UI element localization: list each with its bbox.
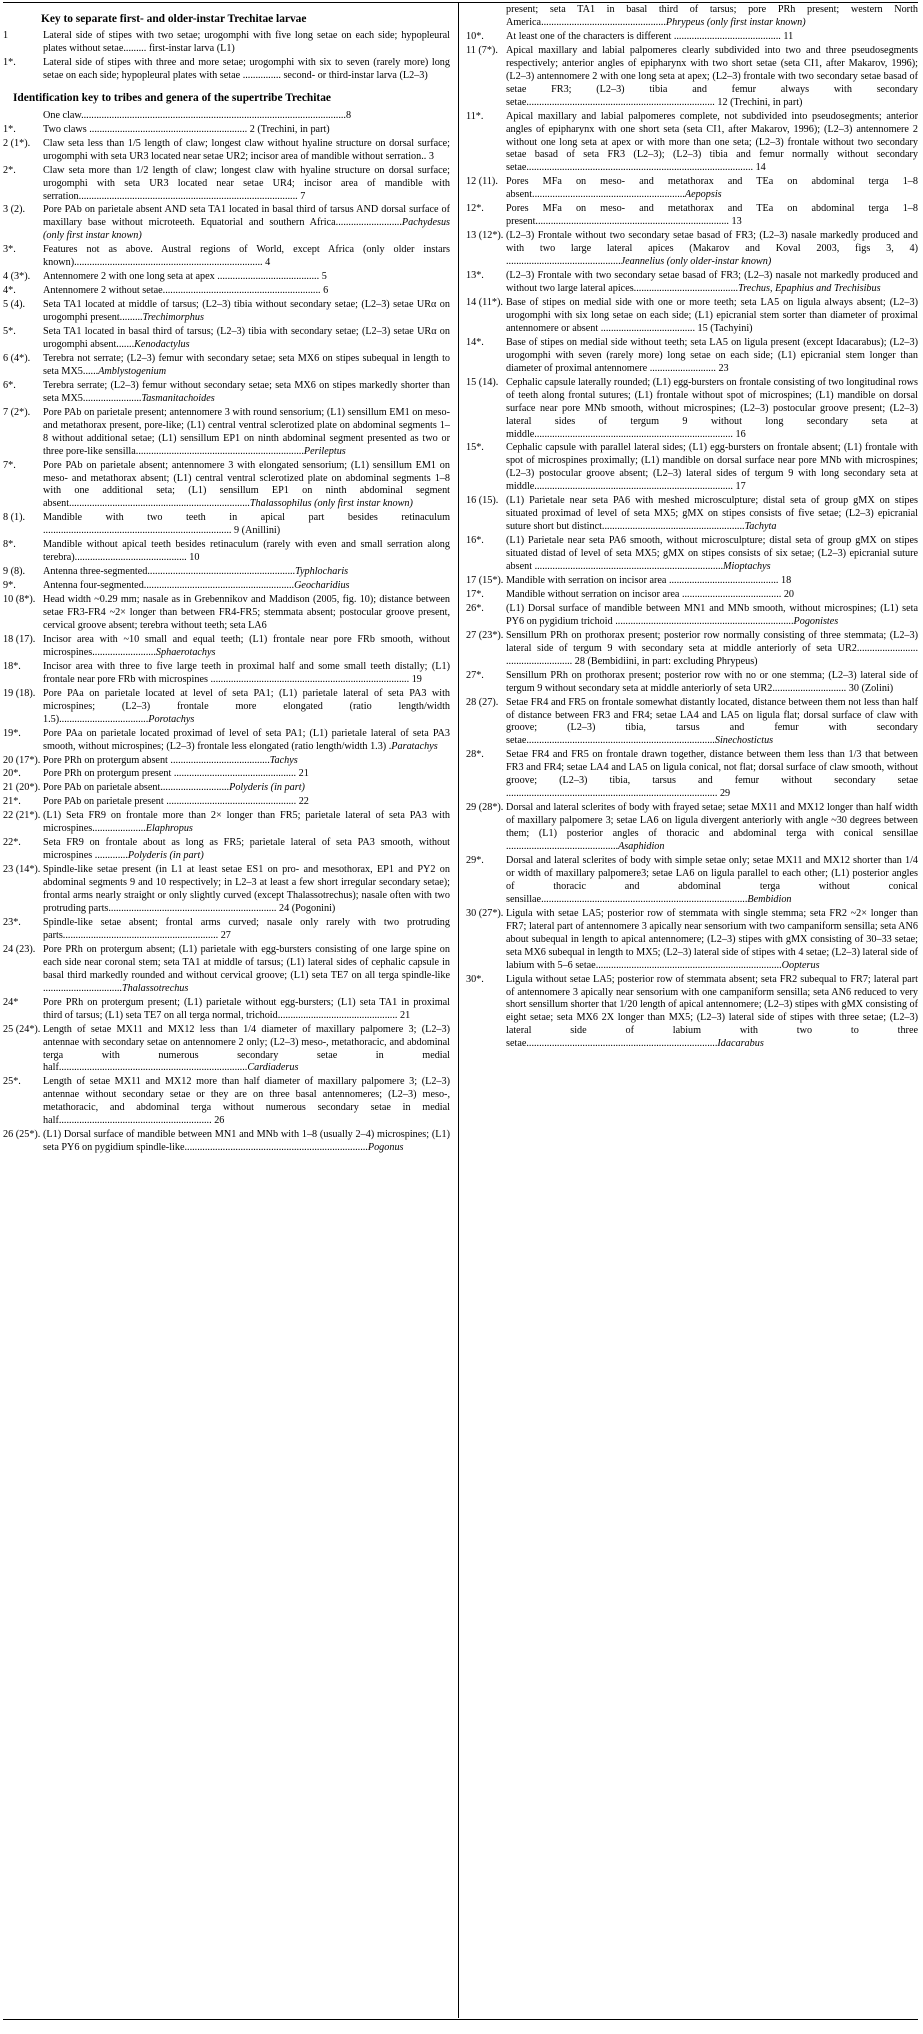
key-couplet [3, 244, 450, 270]
key-couplet [466, 749, 918, 801]
key-couplet [466, 377, 918, 442]
couplet-text-block [43, 782, 450, 795]
couplet-text-block [43, 299, 450, 325]
key1-heading: Key to separate first- and older-instar Trechitae larvae [41, 13, 307, 25]
couplet-number: 10*. [466, 30, 484, 42]
couplet-text: Sensillum PRh on prothorax present; posterior row with no or one stemma; (L2–3) lateral side of tergum 9 without secondary seta at middle anteriorly of seta UR2............................. 30 (Zolini) [506, 669, 918, 694]
couplet-text: Dorsal and lateral sclerites of body with frayed setae; setae MX11 and MX12 longer than half width of maxillary palpomere 3; setae LA6 on ligula divergent anteriorly with angle ~30 degrees between them; (L1) posterior angles of thoracic and abdominal terga with conical sensillae ............................................ [506, 802, 918, 853]
key-couplet [3, 1024, 450, 1076]
bottom-rule [3, 2019, 918, 2020]
taxon-result: Tachyta [744, 521, 777, 533]
couplet-number: 1*. [3, 57, 16, 69]
couplet-text-block [506, 974, 918, 1052]
couplet-text: Pore PAb on parietale present ................................................... 22 [43, 796, 309, 808]
couplet-text: (L2–3) Frontale without two secondary setae basad of FR3; (L2–3) nasale markedly produced and with two large lateral apices (Makarov and Koval 2003, figs 3, 4) ............................................. [506, 230, 918, 268]
key-couplet [466, 442, 918, 494]
couplet-text: Lateral side of stipes with three and more setae; urogomphi with six to seven (rarely more) long setae on each side; hypopleural plates with setae ............... second- or third-instar larva (L2–3) [43, 57, 450, 82]
couplet-text-block [506, 855, 918, 907]
couplet-text-block [43, 271, 450, 284]
couplet-number: 17*. [466, 588, 484, 600]
key-couplet [3, 460, 450, 512]
taxon-result: Perileptus [303, 445, 346, 457]
couplet-number: 1*. [3, 123, 16, 135]
key-couplet [3, 728, 450, 754]
couplet-text: Pore PAb on parietale absent AND seta TA1 located in basal third of tarsus AND dorsal surface of maxillary base without microteeth. Equatorial and southern Africa.......................... [43, 204, 450, 229]
key-couplet [3, 1129, 450, 1155]
key-couplet [466, 495, 918, 534]
couplet-text-block [43, 566, 450, 579]
couplet-number: 30*. [466, 973, 484, 985]
couplet-number: 28*. [466, 749, 484, 761]
couplet-text-block [43, 810, 450, 836]
taxon-result: Pogonistes [793, 615, 839, 627]
key-couplet [466, 908, 918, 973]
taxon-result: Trechus, Epaphius and Trechisibus [738, 283, 881, 295]
taxon-result: Kenodactylus [134, 338, 190, 350]
key-couplet [3, 204, 450, 243]
couplet-text: Head width ~0.29 mm; nasale as in Grebennikov and Maddison (2005, fig. 10); distance between setae FR3-FR4 ~2× longer than between FR4-FR5; stemmata absent; postocular groove present, cervical groove absent; terebra without teeth; seta LA6 [43, 594, 450, 631]
couplet-text-block [43, 244, 450, 270]
couplet-number: 18 (17). [3, 633, 36, 645]
key-couplet [3, 661, 450, 687]
couplet-number: 14 (11*). [466, 296, 503, 308]
couplet-text: Seta TA1 located at middle of tarsus; (L2–3) tibia without secondary setae; (L2–3) setae URα on urogomphi present......... [43, 299, 450, 324]
couplet-text-block [506, 176, 918, 202]
couplet-number: 7*. [3, 459, 16, 471]
key-couplet [3, 271, 450, 284]
couplet-number: 3*. [3, 244, 16, 256]
couplet-text: Apical maxillary and labial palpomeres clearly subdivided into two and three pseudosegments respectively; anterior angles of epipharynx with two short setae (seta CI1, after Makarov, 1996); (L2–3) antennomere 2 with one long seta at apex; (L2–3) frontale with two secondary setae basad of setae FR3; (L2–3) tibia and femur always with secondary setae.......................................................................... 12 (Trechini, in part) [506, 44, 918, 108]
couplet-text: (L1) Parietale near seta PA6 smooth, without microsculpture; distal seta of group gMX on stipes situated distad of level of seta MX5; gMX on stipes consists of six setae; (L2–3) epicranial suture absent .......................................................................... [506, 535, 918, 573]
key-couplet [466, 270, 918, 296]
key-couplet [466, 337, 918, 376]
taxon-result: Tasmanitachoides [141, 392, 215, 404]
couplet-text: Pore PAb on parietale absent........................... [43, 782, 230, 794]
couplet-text-block [506, 203, 918, 229]
couplet-text-block [506, 670, 918, 696]
key-couplet [466, 589, 918, 602]
couplet-number: 2*. [3, 164, 16, 176]
couplet-text: One claw........................................................................................................8 [43, 109, 352, 121]
couplet-number: 5 (4). [3, 299, 26, 311]
couplet-text-block [43, 864, 450, 916]
key-couplet [3, 580, 450, 593]
couplet-text: Pore PAa on parietale located at level of seta PA1; (L1) parietale lateral of seta PA3 with microspines; (L2–3) frontale more elongated (ratio length/width 1.5)................................... [43, 687, 450, 725]
couplet-text-block [43, 917, 450, 943]
couplet-text: Cephalic capsule with parallel lateral sides; (L1) egg-bursters on frontale absent; (L1) frontale with spot of microspines proximally; (L1) mandible on dorsal surface near pore MNb with microspines; (L2–3) postocular groove absent; (L2–3) lateral sides of tergum 9 with long secondary seta at middle.............................................................................. 17 [506, 442, 918, 493]
key-couplet [3, 512, 450, 538]
couplet-text-block [506, 589, 918, 602]
taxon-result: Asaphidion [618, 841, 665, 853]
key-couplet [3, 810, 450, 836]
couplet-number: 22*. [3, 837, 21, 849]
key-couplet [3, 407, 450, 459]
taxon-result: Amblystogenium [98, 365, 167, 377]
key-couplet [466, 670, 918, 696]
couplet-text-block [43, 353, 450, 379]
couplet-text: Pores MFa on meso- and metathorax and TEa on abdominal terga 1–8 present............................................................................ 13 [506, 203, 918, 228]
couplet-text-block [506, 270, 918, 296]
couplet-text-block [43, 634, 450, 660]
key-couplet [466, 535, 918, 574]
couplet-number: 22 (21*). [3, 810, 41, 822]
couplet-text-block [43, 326, 450, 352]
couplet-text-block [43, 57, 450, 83]
couplet-number: 15 (14). [466, 376, 499, 388]
couplet-number: 27*. [466, 669, 484, 681]
couplet-text: Length of setae MX11 and MX12 less than 1/4 diameter of maxillary palpomere 3; (L2–3) antennae with secondary setae on antennomere 2 only; (L2–3) meso-, metathoracic, and abdominal terga with numerous secondary setae in medial half.......................................................................... [43, 1023, 450, 1074]
couplet-text: Base of stipes on medial side with one or more teeth; seta LA5 on ligula always absent; (L2–3) urogomphi with six long setae on each side; (L1) epicranial stem sorter than diameter of proximal antennomere or absent ..................................... 15 (Tachyini) [506, 296, 918, 334]
couplet-number: 9*. [3, 580, 16, 592]
couplet-text-block [43, 796, 450, 809]
key-couplet [3, 917, 450, 943]
couplet-text: Incisor area with three to five large teeth in proximal half and some small teeth distally; (L1) frontale near pore FRb with microspines .............................................................................. 19 [43, 660, 450, 685]
couplet-number: 19*. [3, 727, 21, 739]
key-couplet [3, 997, 450, 1023]
couplet-number: 26*. [466, 602, 484, 614]
key-couplet [3, 864, 450, 916]
couplet-text-block [506, 4, 918, 30]
taxon-result: Oopterus [781, 959, 820, 971]
couplet-text-block [43, 380, 450, 406]
couplet-number: 16*. [466, 535, 484, 547]
column-divider [458, 2, 459, 2018]
couplet-number: 6 (4*). [3, 352, 31, 364]
couplet-text-block [43, 110, 450, 123]
couplet-text: Spindle-like setae absent; frontal arms curved; nasale only rarely with two protruding parts............................................................. 27 [43, 916, 450, 941]
couplet-text-block [506, 603, 918, 629]
couplet-text: Terebra not serrate; (L2–3) femur with secondary setae; seta MX6 on stipes subequal in length to seta MX5...... [43, 352, 450, 377]
couplet-text: Pores MFa on meso- and metathorax and TEa on abdominal terga 1–8 absent............................................................ [506, 176, 918, 201]
couplet-text-block [43, 539, 450, 565]
taxon-result: Elaphropus [145, 823, 193, 835]
couplet-number: 29*. [466, 855, 484, 866]
key-couplet [466, 45, 918, 110]
key-couplet [3, 566, 450, 579]
couplet-text: Mandible with two teeth in apical part besides retinaculum .......................................................................... 9 (Anillini) [43, 512, 450, 537]
key-couplet [466, 802, 918, 854]
key-couplet [3, 594, 450, 633]
couplet-number: 18*. [3, 660, 21, 672]
couplet-text: Pore PRh on protergum absent; (L1) parietale with egg-bursters consisting of one large spine on each side near coronal stem; seta TA1 at middle of tarsus; (L1) lateral sides of cephalic capsule in basal third markedly rounded and without cervical groove; (L1) seta TE7 on all terga spindle-like ............................... [43, 943, 450, 994]
couplet-text: Antenna four-segmented........................................................... [43, 580, 295, 592]
couplet-text-block [43, 1024, 450, 1076]
couplet-number: 23*. [3, 916, 21, 928]
couplet-text-block [43, 594, 450, 633]
key-couplet [3, 30, 450, 56]
couplet-text-block [43, 944, 450, 996]
key-couplet [3, 165, 450, 204]
couplet-text-block [43, 661, 450, 687]
key-couplet [466, 203, 918, 229]
couplet-number: 15*. [466, 442, 484, 454]
key-couplet [3, 539, 450, 565]
couplet-number: 6*. [3, 379, 16, 391]
key2-heading: Identification key to tribes and genera of the supertribe Trechitae [13, 92, 331, 105]
couplet-number: 1 [3, 30, 9, 42]
key-couplet [3, 1076, 450, 1128]
couplet-text-block [506, 697, 918, 749]
couplet-text: Setae FR4 and FR5 on frontale drawn together, distance between them less than 1/3 that between FR3 and FR4; setae LA4 and LA5 on ligula conical, not flat; dorsal surface of claw smooth, without groove; (L2–3) tibia, tarsus and femur without secondary setae ................................................................................... 29 [506, 749, 918, 800]
taxon-result: Geocharidius [294, 580, 350, 592]
key-couplet [3, 353, 450, 379]
couplet-text-block [506, 495, 918, 534]
couplet-text: At least one of the characters is different .......................................... 11 [506, 30, 794, 42]
couplet-number: 8 (1). [3, 512, 26, 524]
couplet-number: 14*. [466, 336, 484, 348]
couplet-text-block [43, 755, 450, 768]
couplet-text: Setae FR4 and FR5 on frontale somewhat distantly located, distance between them not less than half of distance between FR3 and FR4; setae LA4 and LA5 on ligula flat; dorsal surface of claw with groove; (L2–3) tibia, tarsus and femur with secondary setae.......................................................................... [506, 696, 918, 747]
couplet-text-block [43, 204, 450, 243]
couplet-text: Mandible without serration on incisor area ....................................... 20 [506, 588, 795, 600]
couplet-text: Antennomere 2 without setae.............................................................. 6 [43, 285, 329, 297]
couplet-number: 21*. [3, 796, 21, 808]
key-couplet [3, 837, 450, 863]
taxon-result: Jeannelius (only older-instar known) [620, 256, 772, 268]
couplet-number: 29 (28*). [466, 802, 504, 814]
taxon-result: Porotachys [148, 713, 195, 725]
couplet-text: Ligula without setae LA5; posterior row of stemmata absent; seta FR2 subequal to FR7; lateral part of antennomere 3 apically near sensorium with one campaniform sensilla; seta AN6 reduced to very short sensillum shorter that 1/20 length of apical antennomere; (L2–3) stipes with gMX consisting of eight setae; seta MX6 2X longer than MX5; (L2–3) lateral side of stipes with three setae; (L2–3) lateral side of labium with two to three setae........................................................................... [506, 973, 918, 1050]
taxon-result: Typhlocharis [295, 566, 349, 578]
couplet-text: Seta TA1 located in basal third of tarsus; (L2–3) tibia with secondary setae; (L2–3) setae URα on urogomphi absent....... [43, 326, 450, 350]
couplet-number: 9 (8). [3, 566, 26, 578]
couplet-text: Sensillum PRh on prothorax present; posterior row normally consisting of three stemmata; (L2–3) lateral side of tergum 9 with secondary seta at middle anteriorly of seta UR2........................ .......................... 28 (Bembidiini, in part: excluding Phrypeus) [506, 629, 918, 667]
couplet-text-block [506, 45, 918, 110]
couplet-number: 21 (20*). [3, 782, 41, 794]
taxon-result: Sinechostictus [714, 735, 774, 747]
taxon-result: Sphaerotachys [155, 646, 216, 658]
couplet-text: Features not as above. Austral regions of World, except Africa (only older instars known).......................................................................... 4 [43, 244, 450, 269]
couplet-text-block [43, 512, 450, 538]
couplet-text: Mandible with serration on incisor area ........................................... 18 [506, 574, 792, 586]
couplet-text-block [43, 728, 450, 754]
couplet-text: Antennomere 2 with one long seta at apex ........................................ 5 [43, 271, 327, 283]
couplet-number: 24 (23). [3, 943, 36, 955]
couplet-text-block [506, 442, 918, 494]
couplet-number: 17 (15*). [466, 574, 504, 586]
key-couplet [3, 110, 450, 123]
taxon-result: Tachys [269, 754, 298, 766]
couplet-text: Ligula with setae LA5; posterior row of stemmata with single stemma; seta FR2 ~2× longer than FR7; lateral part of antennomere 3 apically near sensorium with two campaniform sensilla; seta AN6 about subequal in length to apical antennomere; (L2–3) stipes with gMX consisting of 30–33 setae; seta MX6 subequal in length to MX5; (L2–3) lateral side of stipes with 4 setae; (L2–3) lateral side of labium with 5–6 setae......................................................................... [506, 907, 918, 971]
couplet-text-block [43, 1076, 450, 1128]
taxon-result: Thalassophilus (only first instar known) [249, 498, 413, 510]
taxon-result: Idacarabus [717, 1038, 764, 1050]
taxon-result: Polyderis (in part) [229, 782, 305, 794]
couplet-text-block [43, 165, 450, 204]
key-couplet [466, 31, 918, 44]
couplet-number: 19 (18). [3, 687, 36, 699]
couplet-text: Apical maxillary and labial palpomeres complete, not subdivided into pseudosegments; anterior angles of epipharynx with one short seta (seta CI1, after Makarov, 1996); (L2–3) antennomere 2 without one long seta at apex or with more than one seta; (L2–3) frontale without two secondary setae basad of seta FR3 (L2–3); (L2–3) tibia and femur normally without secondary setae......................................................................................... 14 [506, 110, 918, 174]
key-couplet [466, 230, 918, 269]
taxon-result: Paratachys [391, 740, 438, 752]
couplet-text-block [43, 688, 450, 727]
left-column [3, 12, 450, 1156]
couplet-text: Pore PAb on parietale absent; antennomere 3 with elongated sensorium; (L1) sensillum EM1 on meso- and metathorax absent; (L1) central ventral sclerotized plate on abdominal segments 1–8 with one additional seta; (L1) sensillum EP1 on ninth abdominal segment absent....................................................................... [43, 459, 450, 510]
couplet-text-block [43, 1129, 450, 1155]
couplet-text-block [506, 802, 918, 854]
taxon-result: Phrypeus (only first instar known) [665, 16, 806, 28]
couplet-number: 4*. [3, 285, 16, 297]
taxon-result: Pachydesus (only first instar known) [43, 217, 450, 242]
couplet-number: 11*. [466, 110, 484, 122]
couplet-number: 12 (11). [466, 176, 498, 188]
couplet-text-block [506, 111, 918, 176]
key-couplet [466, 855, 918, 907]
key-couplet [466, 630, 918, 669]
couplet-text-block [506, 337, 918, 376]
key-couplet [3, 57, 450, 83]
couplet-text-block [506, 377, 918, 442]
couplet-text-block [43, 138, 450, 164]
couplet-text: Cephalic capsule laterally rounded; (L1) egg-bursters on frontale consisting of two longitudinal rows of teeth along frontal sutures; (L1) frontale without spot of microspines; (L1) mandible on dorsal surface near pore MNb smooth, without microspines; (L2–3) postocular groove present; (L2–3) lateral sides of tergum 9 without long secondary seta at middle.............................................................................. 16 [506, 376, 918, 440]
couplet-number: 25 (24*). [3, 1023, 41, 1035]
key-couplet [466, 4, 918, 30]
couplet-text: Pore PAb on parietale present; antennomere 3 with round sensorium; (L1) sensillum EM1 on meso- and metathorax present, pore-like; (L1) central ventral sclerotized plate on abdominal segments 1–8 without additional setae; (L1) sensillum EP1 on ninth abdominal segment presented as two or three pore-like sensilla.................................................................. [43, 406, 450, 457]
couplet-text: Length of setae MX11 and MX12 more than half diameter of maxillary palpomere 3; (L2–3) antennae without secondary setae or they are on three basal antennomeres; (L2–3) meso-, metathoracic, and abdominal terga without numerous secondary setae in medial half............................................................ 26 [43, 1076, 450, 1127]
couplet-text: Pore PAa on parietale located proximad of level of seta PA1; (L1) parietale lateral of seta PA3 smooth, without microspines; (L2–3) frontale less elongated (ratio length/width 1.3) . [43, 727, 450, 752]
couplet-number: 16 (15). [466, 495, 499, 507]
couplet-text: present; seta TA1 in basal third of tarsus; pore PRh present; western North America................................................. [506, 4, 918, 28]
couplet-text: (L1) Dorsal surface of mandible between MN1 and MNb with 1–8 (usually 2–4) microspines; (L1) seta PY6 on pygidium spindle-like........................................................................ [43, 1129, 450, 1154]
taxon-result: Pogonus [367, 1142, 404, 1154]
couplet-text-block [506, 908, 918, 973]
key-couplet [3, 124, 450, 137]
couplet-text-block [506, 630, 918, 669]
couplet-text: Incisor area with ~10 small and equal teeth; (L1) frontale near pore FRb smooth, without microspines......................... [43, 633, 450, 658]
key-couplet [466, 111, 918, 176]
couplet-number: 27 (23*). [466, 629, 504, 641]
couplet-text: Pore PRh on protergum absent ....................................... [43, 754, 270, 766]
key-couplet [3, 755, 450, 768]
couplet-text: (L2–3) Frontale with two secondary setae basad of FR3; (L2–3) nasale not markedly produced and without two large lateral apices......................................... [506, 270, 918, 295]
couplet-number: 7 (2*). [3, 406, 31, 418]
couplet-text: Antenna three-segmented.......................................................... [43, 566, 296, 578]
couplet-text-block [43, 285, 450, 298]
couplet-number: 30 (27*). [466, 907, 504, 919]
couplet-text-block [43, 30, 450, 56]
key-couplet [3, 299, 450, 325]
couplet-number: 26 (25*). [3, 1129, 41, 1141]
taxon-result: Bembidion [747, 893, 792, 905]
couplet-text: Claw seta less than 1/5 length of claw; longest claw without hyaline structure on dorsal surface; urogomphi with seta UR3 located near setae UR2; incisor area of mandible without serration.. 3 [43, 137, 450, 162]
couplet-text: (L1) Seta FR9 on frontale more than 2× longer than FR5; parietale lateral of seta PA3 with microspines..................... [43, 810, 450, 835]
taxon-result: Aepopsis [684, 189, 722, 201]
couplet-number: 3 (2). [3, 204, 26, 216]
taxon-result: Trechimorphus [142, 312, 204, 324]
couplet-text: Mandible without apical teeth besides retinaculum (rarely with even and small serration along terebra)............................................ 10 [43, 539, 450, 564]
couplet-number: 25*. [3, 1076, 21, 1088]
couplet-number: 8*. [3, 539, 16, 551]
key-couplet [3, 688, 450, 727]
right-column [466, 4, 918, 1052]
couplet-number: 2 (1*). [3, 137, 31, 149]
couplet-text-block [43, 768, 450, 781]
taxon-result: Polyderis (in part) [127, 850, 204, 862]
couplet-text-block [43, 124, 450, 137]
couplet-text: Lateral side of stipes with two setae; urogomphi with five long setae on each side; hypopleural plates without setae......... first-instar larva (L1) [43, 30, 450, 55]
key-couplet [3, 285, 450, 298]
couplet-number: 11 (7*). [466, 44, 498, 56]
couplet-text: Base of stipes on medial side without teeth; seta LA5 on ligula present (except Idacarabus); (L2–3) urogomphi with seven (rarely more) long setae on each side; (L1) epicranial stem longer than diameter of proximal antennomere .......................... 23 [506, 336, 918, 374]
couplet-text-block [506, 749, 918, 801]
taxon-result: Cardiaderus [247, 1062, 299, 1074]
couplet-text-block [43, 407, 450, 459]
key-couplet [3, 944, 450, 996]
couplet-number: 28 (27). [466, 696, 499, 708]
couplet-number: 13 (12*). [466, 230, 504, 242]
couplet-text-block [43, 997, 450, 1023]
couplet-text: Claw seta more than 1/2 length of claw; longest claw with hyaline structure on dorsal surface; urogomphi with seta UR3 located near setae UR4; incisor area of mandible with serration...................................................................................... 7 [43, 164, 450, 202]
key-couplet [466, 697, 918, 749]
couplet-text: (L1) Dorsal surface of mandible between MN1 and MNb smooth, without microspines; (L1) seta PY6 on pygidium trichoid ...................................................................... [506, 602, 918, 627]
couplet-number: 12*. [466, 203, 484, 215]
couplet-text-block [43, 580, 450, 593]
key-couplet [466, 974, 918, 1052]
key-couplet [3, 380, 450, 406]
couplet-text: Two claws .............................................................. 2 (Trechini, in part) [43, 123, 330, 135]
couplet-text-block [43, 460, 450, 512]
key2-list [3, 110, 450, 1155]
key-couplet [3, 782, 450, 795]
couplet-number: 5*. [3, 326, 16, 338]
key1-list [3, 30, 450, 83]
couplet-number: 4 (3*). [3, 271, 31, 283]
key-couplet [3, 768, 450, 781]
key-couplet [3, 796, 450, 809]
key-couplet [466, 297, 918, 336]
key-couplet [3, 326, 450, 352]
key-couplet [466, 575, 918, 588]
couplet-text: Terebra serrate; (L2–3) femur without secondary setae; seta MX6 on stipes markedly shorter than seta MX5....................... [43, 379, 450, 404]
couplet-number: 20 (17*). [3, 754, 41, 766]
couplet-text-block [43, 837, 450, 863]
couplet-text: Spindle-like setae present (in L1 at least setae ES1 on pro- and mesothorax, EP1 and PY2 on abdominal segments 9 and 10 respectively; in L2–3 at least a few short irregular secondary setae); frontal arms nearly straight or only slightly curved (except Thalassotrechus); nasale often with two protruding parts.................................................................. 24 (Pogonini) [43, 864, 450, 915]
key-couplet [3, 138, 450, 164]
couplet-text-block [506, 535, 918, 574]
couplet-number: 23 (14*). [3, 864, 41, 876]
taxon-result: Thalassotrechus [121, 982, 189, 994]
taxon-result: Mioptachys [723, 561, 771, 573]
couplet-number: 13*. [466, 270, 484, 282]
couplet-text: Pore PRh on protergum present; (L1) parietale without egg-bursters; (L1) seta TA1 in proximal third of tarsus; (L1) seta TE7 on all terga normal, trichoid............................................... 21 [43, 996, 450, 1021]
couplet-text-block [506, 31, 918, 44]
couplet-number: 24* [3, 996, 19, 1008]
couplet-text-block [506, 575, 918, 588]
couplet-text: Seta FR9 on frontale about as long as FR5; parietale lateral of seta PA3 smooth, without microspines ............. [43, 837, 450, 862]
couplet-text: (L1) Parietale near seta PA6 with meshed microsculpture; distal seta of group gMX on stipes situated proximad of level of seta MX5; gMX on stipes consists of five setae; (L2–3) epicranial suture short but distinct........................................................ [506, 495, 918, 533]
top-rule [3, 2, 918, 3]
couplet-text-block [506, 297, 918, 336]
key-couplet [466, 603, 918, 629]
couplet-text: Pore PRh on protergum present ................................................ 21 [43, 768, 309, 780]
couplet-text-block [506, 230, 918, 269]
key-couplet [3, 634, 450, 660]
couplet-number: 20*. [3, 768, 21, 780]
key-couplet [466, 176, 918, 202]
couplet-number: 10 (8*). [3, 594, 36, 606]
couplet-text: Dorsal and lateral sclerites of body with simple setae only; setae MX11 and MX12 shorter than 1/4 or width of maxillary palpomere3; setae LA6 on ligula parallel to each other; (L1) posterior angles of thoracic and abdominal terga without conical sensillae................................................................................. [506, 855, 918, 905]
